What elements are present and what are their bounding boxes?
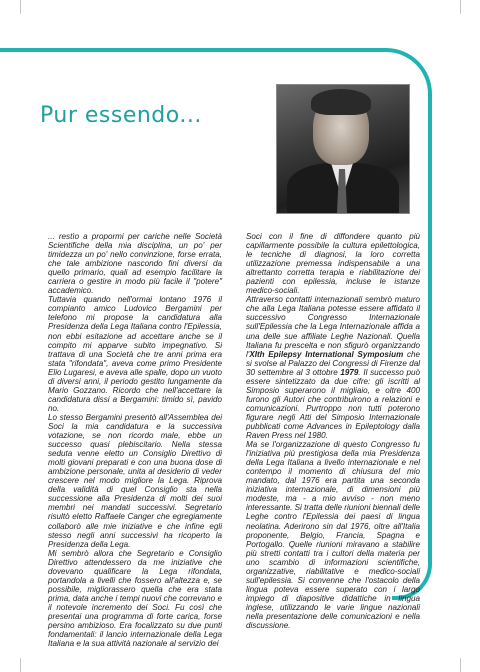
crop-mark-top-right	[460, 0, 461, 14]
paragraph: Tuttavia quando nell'ormai lontano 1976 il compianto amico Ludovico Bergamini per telefono mi propose la candidatura alla Presidenza della Lega Italiana contro l'Epilessia, non ebbi esitazione ad accettare anche se il compito mi apparve subito impegnativo. Si trattava di una Società che tre anni prima era stata "rifondata", aveva come primo Presidente Elio Lugaresi, e aveva alle spalle, dopo un vuoto di diversi anni, il periodo gestito lungamente da Mario Gozzano. Ricordo che nell'accettare la candidatura dissi a Bergamini: timido sì, pavido no.	[48, 295, 222, 413]
portrait-hair	[311, 89, 371, 115]
frame-right-line	[428, 96, 432, 562]
event-year: 1979	[340, 367, 359, 377]
crop-mark-top-left	[20, 0, 21, 14]
page-title: Pur essendo...	[40, 102, 202, 128]
left-column	[48, 232, 222, 648]
text-run: che si svolse al Palazzo dei Congressi di Firenze dal 30 settembre al 3 ottobre	[246, 349, 420, 377]
paragraph: Lo stesso Bergamini presentò all'Assemblea dei Soci la mia candidatura e la successiva votazione, se non ricordo male, ebbe un successo quasi plebiscitario. Nella stessa seduta venne eletto un Consiglio Direttivo di molti giovani preparati e con una buona dose di ambizione personale, unita al desiderio di veder crescere nel modo migliore la Lega. Riprova della validità di quel Consiglio sta nella successione alla Presidenza di molti dei suoi membri nei mandati successivi. Segretario risultò eletto Raffaele Canger che egregiamente collaborò alle mie iniziative e che infine egli stesso negli anni successivi ha ricoperto la Presidenza della Lega.	[48, 412, 222, 549]
paragraph: Mi sembrò allora che Segretario e Consiglio Direttivo attendessero da me iniziative che dovevano qualificare la Lega rifondata, portandola a livelli che fossero all'altezza e, se possibile, migliorassero quella che era stata prima, data anche i tempi nuovi che correvano e il notevole incremento dei Soci. Fu così che presentai una programma di forte carica, forse persino ambizioso. Era focalizzato su due punti fondamentali: il lancio internazionale della Lega Italiana e la sua attività nazionale al servizio dei	[48, 548, 222, 649]
paragraph: Soci con il fine di diffondere quanto più capillarmente possibile la cultura epilettologica, le tecniche di diagnosi, la loro corretta utilizzazione premessa indispensabile a una altrettanto corretta terapia e riabilitazione dei pazienti con epilessia, incluse le istanze medico-sociali.	[246, 232, 420, 296]
crop-mark-bottom-left	[20, 658, 21, 672]
paragraph: ... restìo a propormi per cariche nelle Società Scientifiche della mia disciplina, un po' per timidezza un po' nello convinzione, forse errata, che tale ambizione nascondo fini diversi da quello primario, quali ad esempio facilitare la carriera o gestire in modo più facile il "potere" accademico.	[48, 232, 222, 296]
frame-top-line	[0, 48, 384, 52]
right-column	[246, 232, 420, 630]
portrait-photo	[276, 84, 410, 214]
text-run: Attraverso contatti internazionali sembrò maturo che alla Lega Italiana potesse essere affidato il successivo Congresso Internazionale sull'Epilessia che la Lega Internazionale affida a una delle sue affiliate Leghe Nazionali. Quella Italiana fu prescelta e non sfigurò organizzando l'	[246, 295, 420, 359]
crop-mark-bottom-right	[460, 658, 461, 672]
text-run: . Il successo può essere sintetizzato da due cifre: gli iscritti al Simposio superarono il migliaio, e oltre 400 furono gli Autori che contribuirono a relazioni e comunicazioni. Purtroppo non tutti poterono figurare negli Atti del Simposio Internazionale pubblicati come Advances in Epileptology dalla Raven Press nel 1980.	[246, 367, 420, 441]
paragraph: Ma se l'organizzazione di questo Congresso fu l'iniziativa più prestigiosa della mia Presidenza della Lega Italiana a livello internazionale e nel contempo il momento di chiusura del mio mandato, dal 1976 era partita una seconda iniziativa internazionale, di dimensioni più modeste, ma - a mio avviso - non meno interessante. Si tratta delle riunioni biennali delle Leghe contro l'Epilessia dei paesi di lingua neolatina. Aderirono sin dal 1976, oltre all'Italia proponente, Belgio, Francia, Spagna e Portogallo. Quelle riunioni miravano a stabilire più stretti contatti tra i cultori della materia per uno scambio di informazioni scientifiche, organizzative, riabilitative e medico-sociali sull'epilessia. Si convenne che l'ostacolo della lingua poteva essere superato con i largo impiego di diapositive didattiche in lingua inglese, utilizzando le varie lingue nazionali nella presentazione delle comunicazioni e nella discussione.	[246, 440, 420, 631]
paragraph	[246, 295, 420, 440]
event-name: XIth Epilepsy International Symposium	[249, 349, 404, 359]
